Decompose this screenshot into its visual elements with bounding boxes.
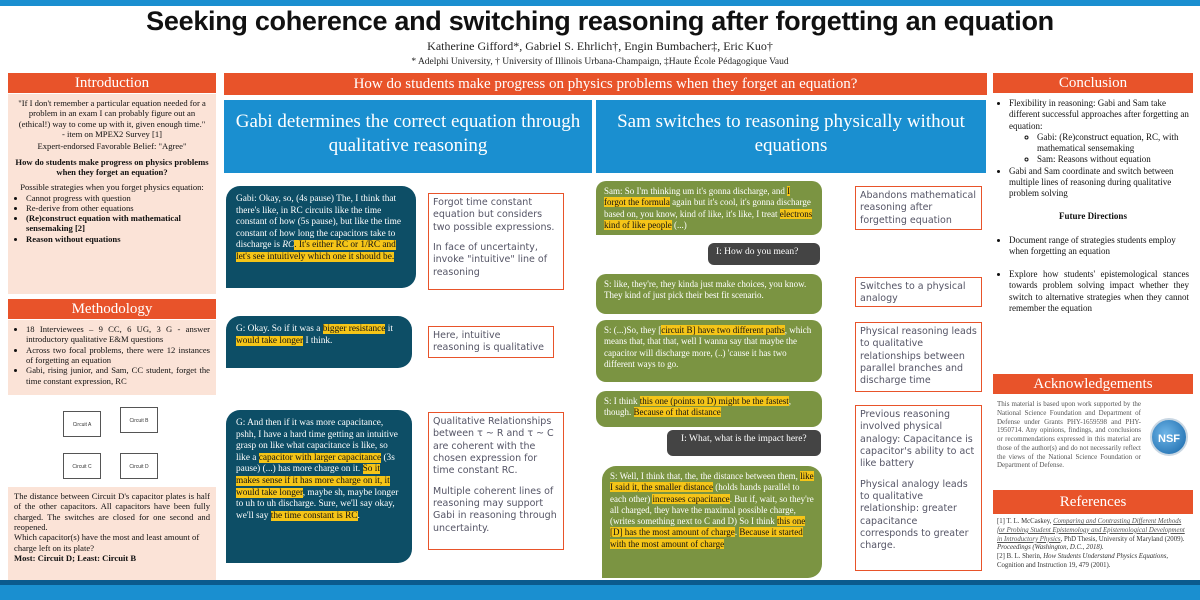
future-item: • Document range of strategies students employ when forgetting an equation <box>1009 235 1189 258</box>
gabi-bubble-2 <box>226 316 412 368</box>
intro-panel <box>8 94 216 294</box>
note-text: Multiple coherent lines of reasoning may support Gabi in reasoning through uncertainty. <box>433 485 557 534</box>
text: , maybe sh, maybe longer to uh to uh discharge. Sure, we'll say okay, we'll say <box>236 487 399 521</box>
strategy-item: • Reason without equations <box>26 234 210 244</box>
text: [1] T. L. McCaskey, <box>997 518 1054 525</box>
text: , Cognition and Instruction 19, 479 (2001). <box>997 553 1169 570</box>
problem-panel <box>8 487 216 580</box>
text: again but it's cool, it's gonna discharge based on, you know, kind of like, it's like, I treat <box>604 197 811 219</box>
intro-strategies: Possible strategies when you forget physics equation: <box>20 182 204 193</box>
highlight: bigger resistance <box>322 324 386 334</box>
note-text: Forgot time constant equation but considers two possible expressions. <box>433 197 555 233</box>
circuit-d: Circuit D <box>120 453 158 479</box>
sam-header: Sam switches to reasoning physically without equations <box>596 100 986 173</box>
reference-item <box>997 553 1189 571</box>
text: S: Well, I think that, the, the distance between them, <box>610 471 801 481</box>
highlight: this one (points to D) might be the fastest <box>639 396 789 406</box>
highlight: So it makes sense if it has more charge on it, it would take longer <box>236 464 390 498</box>
sam-bubble-1 <box>596 181 822 235</box>
method-item: • Across two focal problems, there were 12 instances of forgetting an equation <box>26 345 210 366</box>
sam-note-2: Switches to a physical analogy <box>855 277 982 307</box>
method-item: • 18 Interviewees – 9 CC, 6 UG, 3 G - answer introductory qualitative E&M questions <box>26 324 210 345</box>
problem-answer: Most: Circuit D; Least: Circuit B <box>14 552 137 563</box>
sam-note-4 <box>855 405 982 571</box>
text: Proceedings (Washington, D.C., 2018). <box>997 544 1104 552</box>
highlight: Because it started with the most amount of charge <box>610 527 803 549</box>
sam-bubble-5 <box>602 466 822 578</box>
text: G: Okay. So if it was a <box>236 324 323 334</box>
sam-bubble-4 <box>596 391 822 427</box>
intro-question: How do students make progress on physics problems when they forget an equation? <box>15 156 209 177</box>
text: (3s pause) (...) has more charge on it. <box>236 452 395 475</box>
conclusion-subitem: ◦ Sam: Reasons without equation <box>1037 154 1189 165</box>
text: . <box>734 527 740 538</box>
highlight: the time constant is RC <box>270 510 358 521</box>
intro-belief: Expert-endorsed Favorable Belief: "Agree" <box>37 141 187 152</box>
highlight: like I said it, the smaller distance <box>610 471 814 493</box>
methodology-panel <box>8 320 216 395</box>
references-list <box>993 518 1193 578</box>
circuit-diagrams <box>8 397 216 485</box>
circuit-b: Circuit B <box>120 407 158 433</box>
note-text: In face of uncertainty, invoke "intuitive" line of reasoning <box>433 242 548 278</box>
gabi-note-2: Here, intuitive reasoning is qualitative <box>428 326 554 358</box>
highlight: I forgot the formula <box>604 186 791 208</box>
text: Sam: So I'm thinking um it's gonna discharge, and <box>604 186 788 196</box>
text: (holds hands parallel to each other) <box>610 482 800 504</box>
highlight: capacitor with larger capacitance <box>258 452 382 463</box>
text: RC <box>282 240 295 251</box>
acknowledgements-header: Acknowledgements <box>993 374 1193 394</box>
circuit-a: Circuit A <box>63 411 101 437</box>
text: . But if, wait, so they're all charged, they have the maximal possible charge, (writes something next to C and D) So I think <box>610 493 814 526</box>
gabi-header: Gabi determines the correct equation through qualitative reasoning <box>224 100 592 173</box>
note-text: Qualitative Relationships between τ ~ R and τ ~ C are coherent with the chosen expression for time constant RC. <box>433 416 554 477</box>
text: , though. <box>604 396 791 418</box>
note-text: Physical analogy leads to qualitative relationship: greater capacitance corresponds to greater charge. <box>860 478 969 552</box>
text: . <box>357 510 360 521</box>
highlight: circuit B] have two different paths <box>661 325 785 335</box>
text: G: And then if it was more capacitance, pshh, I have a hard time getting an intuitive grasp on like what capacitance is like, so like a <box>236 418 398 463</box>
conclusion-item: • Gabi and Sam coordinate and switch between multiple lines of reasoning during qualitative problem solving <box>1009 166 1189 200</box>
nsf-logo: NSF <box>1150 418 1188 456</box>
strategy-item: • Cannot progress with question <box>26 193 210 203</box>
highlight: this one [D] has the most amount of charge <box>610 516 806 538</box>
text: Gabi: Okay, so, (4s pause) The, I think that there's like, in RC circuits like the time constant of how (5s pause), but like the time constant of how long the capacitors take to discharge is <box>236 194 401 251</box>
gabi-note-1 <box>428 193 564 290</box>
references-header: References <box>993 490 1193 514</box>
intro-quote-source: - item on MPEX2 Survey [1] <box>61 128 162 139</box>
future-item: • Explore how students' epistemological stances towards problem solving impact whether they switch to alternative strategies when they cannot remember the equation <box>1009 269 1189 314</box>
interviewer-bubble-2: I: What, what is the impact here? <box>667 430 821 456</box>
affiliations: * Adelphi University, † University of Illinois Urbana-Champaign, ‡Haute École Pédagogique Vaud <box>411 57 789 67</box>
highlight: electrons kind of like people <box>604 208 813 230</box>
text: S: (...)So, they [ <box>604 325 662 335</box>
reference-title-link[interactable]: Comparing and Contrasting Different Methods for Probing Student Epistemology and Epistemological Development in Introductory Physics <box>997 518 1185 543</box>
text: , PhD Thesis, University of Maryland (2009). <box>1060 535 1185 543</box>
text: (...) <box>671 219 687 230</box>
problem-question: Which capacitor(s) have the most and least amount of charge left on its plate? <box>14 532 200 553</box>
text: How Students Understand Physics Equations <box>1043 553 1167 561</box>
method-item: • Gabi, rising junior, and Sam, CC student, forget the time constant expression, RC <box>26 365 210 386</box>
poster-title: Seeking coherence and switching reasoning after forgetting an equation <box>146 6 1054 36</box>
research-question: How do students make progress on physics problems when they forget an equation? <box>224 73 987 95</box>
sam-bubble-3 <box>596 320 822 382</box>
sam-note-3: Physical reasoning leads to qualitative relationships between parallel branches and discharge time <box>855 322 982 392</box>
note-text: Previous reasoning involved physical analogy: Capacitance is capacitor's ability to act like battery <box>860 409 975 470</box>
conclusion-subitem: ◦ Gabi: (Re)construct equation, RC, with mathematical sensemaking <box>1037 132 1189 155</box>
conclusion-item: • Flexibility in reasoning: Gabi and Sam take different successful approaches after forgetting an equation: <box>1009 98 1189 132</box>
highlight: increases capacitance <box>652 493 730 504</box>
highlight: would take longer <box>236 335 304 346</box>
problem-text: The distance between Circuit D's capacitor plates is half of the other capacitors. All capacitors have been fully charged. The switches are closed for one second and reopened. <box>14 491 210 532</box>
text: I think. <box>303 335 333 346</box>
gabi-bubble-1 <box>226 186 416 288</box>
gabi-bubble-3 <box>226 410 412 563</box>
future-directions-title: Future Directions <box>1059 211 1127 222</box>
text: , which means that, that that, well I wanna say that maybe the capacitor will discharge more, (..) 'cause it has two different ways to go. <box>604 325 812 369</box>
strategy-item: • (Re)construct equation with mathematical sensemaking [2] <box>26 213 210 234</box>
highlight: Because of that distance <box>633 407 721 418</box>
intro-header: Introduction <box>8 73 216 93</box>
text: [2] B. L. Sherin, <box>997 553 1044 561</box>
conclusion-panel <box>993 94 1193 368</box>
sam-bubble-2: S: like, they're, they kinda just make choices, you know. They kind of just pick their best fit scenario. <box>596 274 822 314</box>
acknowledgements-text: This material is based upon work supported by the National Science Foundation and Department of Defense under Grants PHY-1659598 and PHY-1950714. Any opinions, findings, and conclusions or recommendations expressed in this material are those of the author(s) and do not necessarily reflect the views of the National Science Foundation or Department of Defense. <box>997 400 1141 470</box>
intro-quote: "If I don't remember a particular equation needed for a problem in an exam I can probably figure out an (ethical!) way to come up with it, given enough time." <box>18 98 206 129</box>
highlight: . It's either RC or 1/RC and let's see intuitively which one it should be. <box>236 240 396 263</box>
text: it <box>385 324 393 334</box>
gabi-note-3 <box>428 412 564 550</box>
circuit-c: Circuit C <box>63 453 101 479</box>
text: S: I think <box>604 396 640 406</box>
conclusion-header: Conclusion <box>993 73 1193 93</box>
authors: Katherine Gifford*, Gabriel S. Ehrlich†, Engin Bumbacher‡, Eric Kuo† <box>427 39 773 53</box>
strategy-item: • Re-derive from other equations <box>26 203 210 213</box>
methodology-header: Methodology <box>8 299 216 319</box>
bottom-bar <box>0 585 1200 600</box>
sam-note-1: Abandons mathematical reasoning after forgetting equation <box>855 186 982 230</box>
interviewer-bubble-1: I: How do you mean? <box>708 243 820 265</box>
reference-item <box>997 518 1189 553</box>
